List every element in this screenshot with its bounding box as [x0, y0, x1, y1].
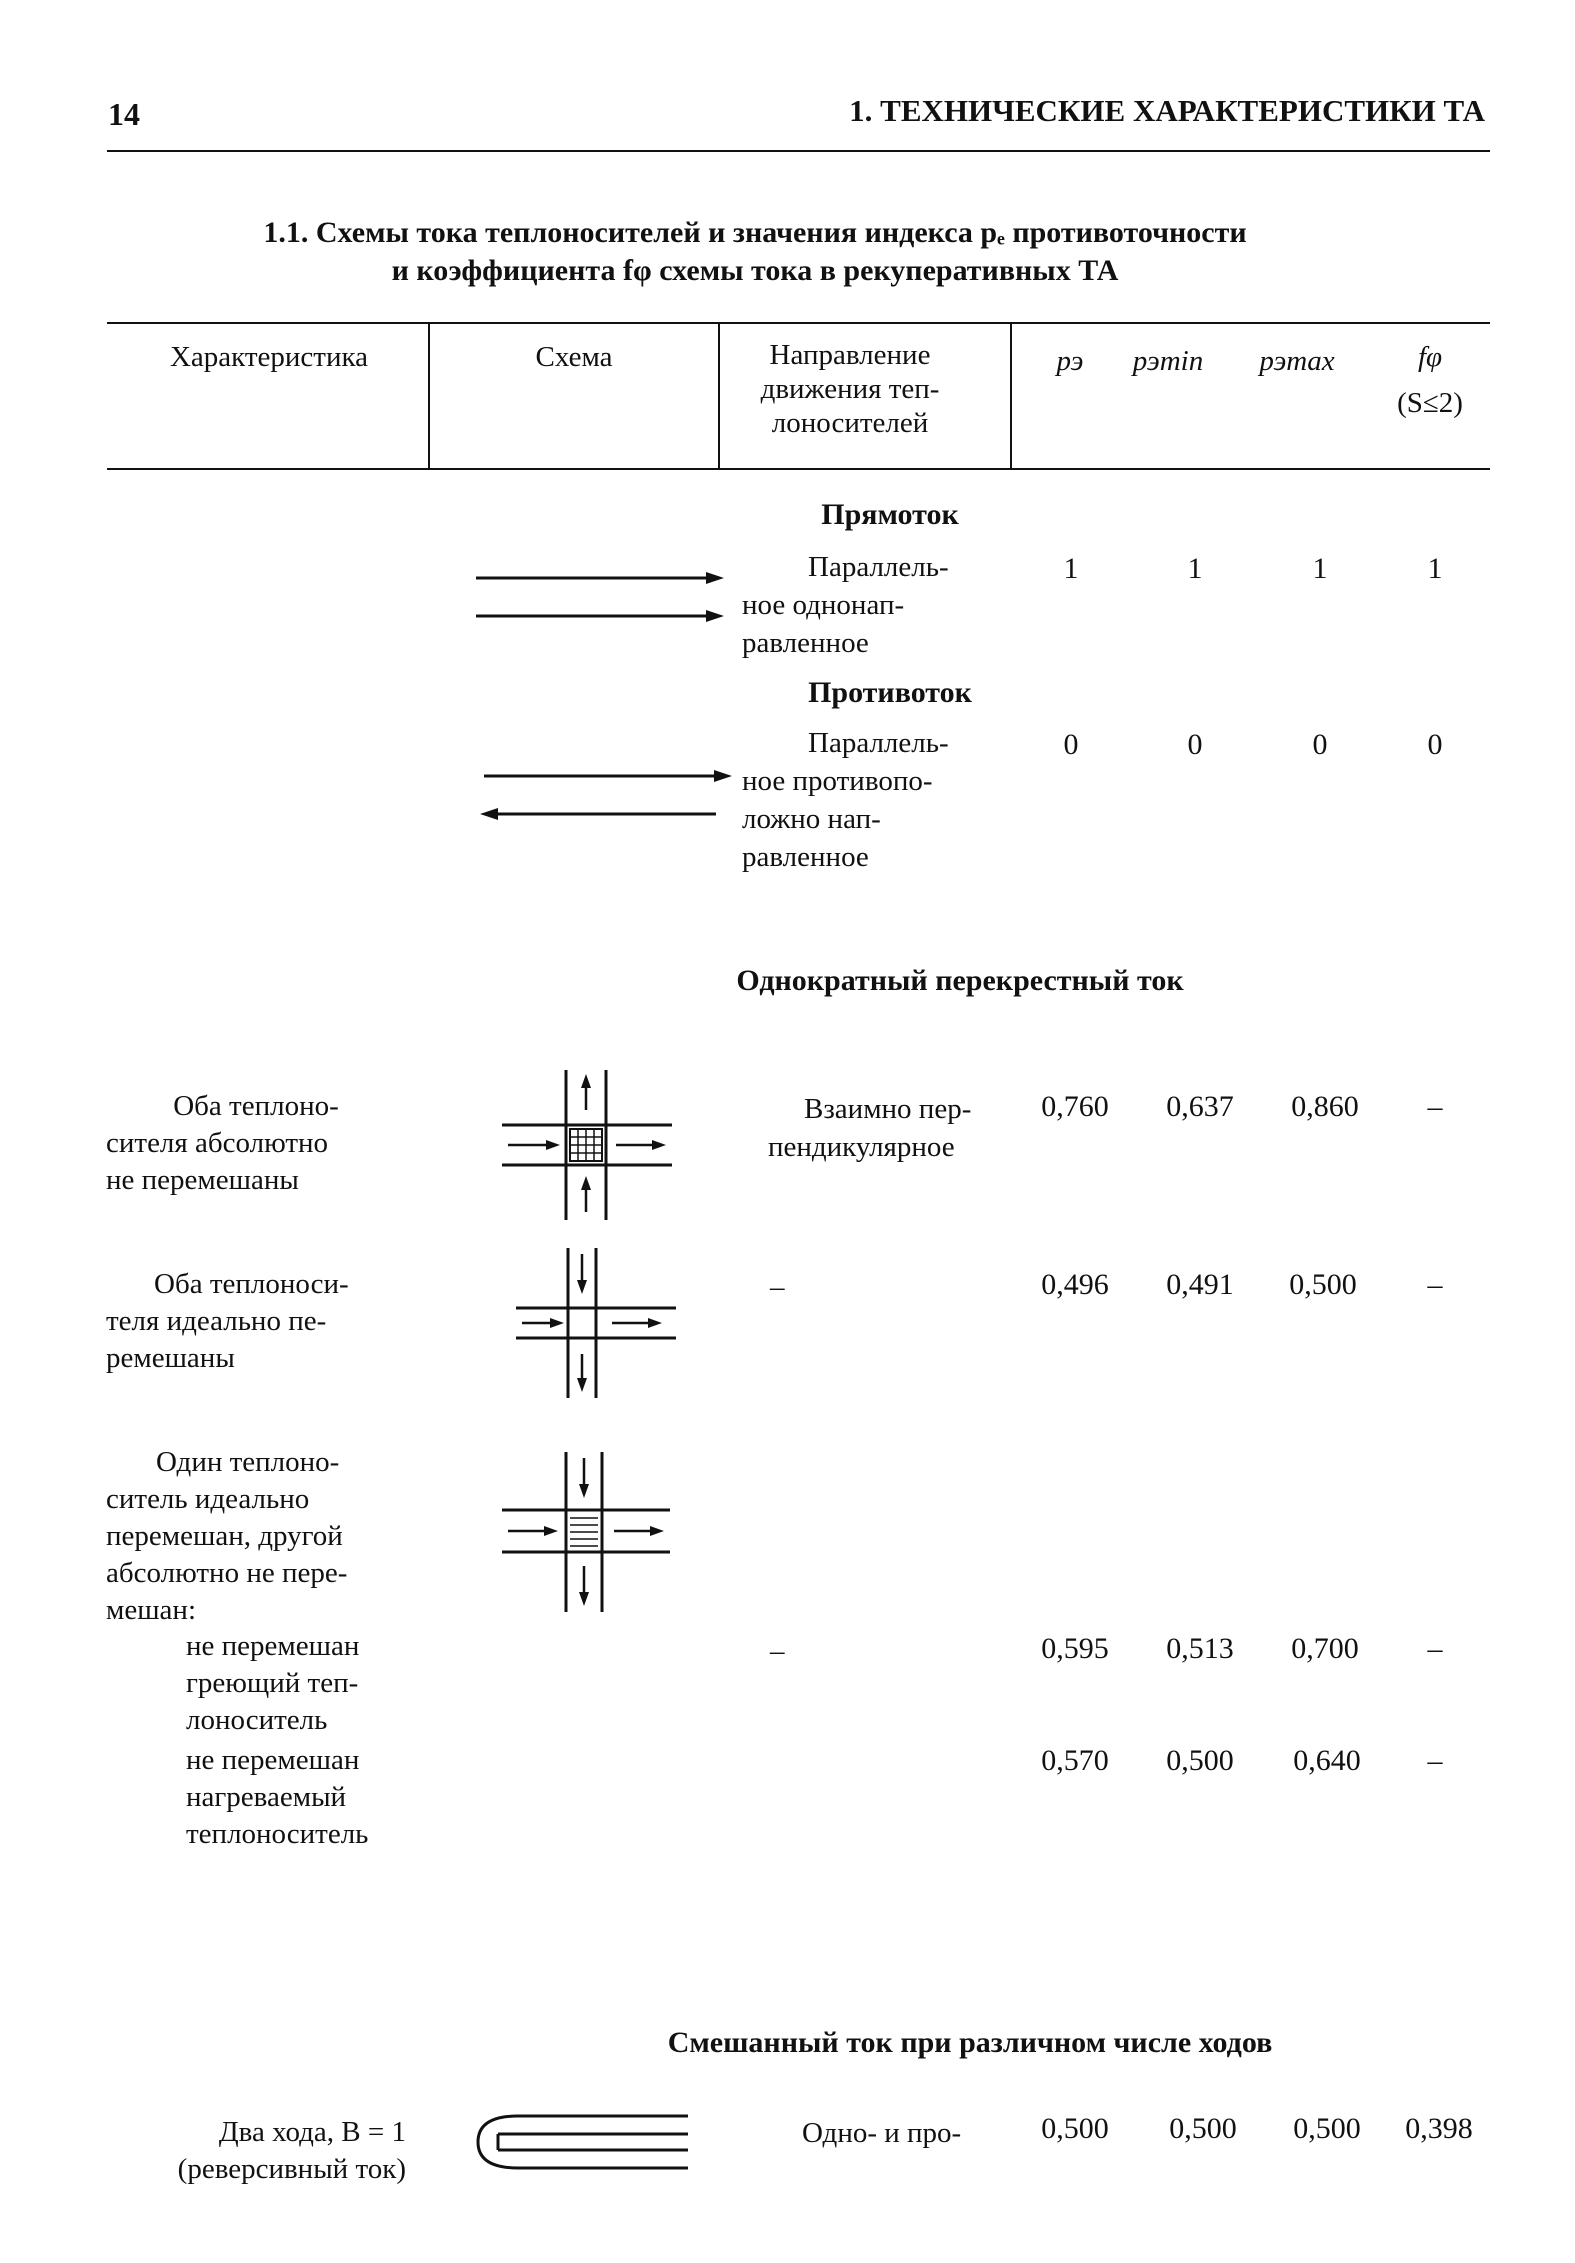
- col-header-pe-min: рэmin: [1132, 345, 1204, 377]
- col-divider-3: [1010, 322, 1012, 468]
- arrow-up-icon: [581, 1074, 591, 1110]
- cross-heating-unmixed-characteristic: не перемешан греющий теп- лоноситель: [186, 1630, 360, 1736]
- two-pass-characteristic: Два хода, В = 1 (реверсивный ток): [177, 2116, 406, 2185]
- cross-heating-unmixed-f-phi: –: [1427, 1632, 1443, 1665]
- table-head-rule: [107, 468, 1490, 470]
- arrow-down-icon: [577, 1254, 587, 1294]
- cross-unmixed-direction: Взаимно пер- пендикулярное: [768, 1093, 972, 1163]
- section-cross-flow: Однократный перекрестный ток: [736, 964, 1184, 997]
- cross-heating-unmixed-pe-max: 0,700: [1291, 1632, 1359, 1665]
- cross-mixed-pe-max: 0,500: [1289, 1268, 1357, 1301]
- arrow-right-icon: [508, 1140, 560, 1150]
- arrow-down-icon: [579, 1566, 589, 1606]
- table-top-rule: [107, 322, 1490, 324]
- arrow-down-icon: [577, 1354, 587, 1392]
- arrow-right-icon: [522, 1318, 564, 1328]
- col-header-direction: Направление движения теп- лоносителей: [760, 339, 940, 439]
- u-turn-scheme-icon: [468, 2110, 698, 2180]
- parallel-direction: Параллель- ное однонап- равленное: [742, 551, 949, 659]
- arrow-up-icon: [581, 1176, 591, 1212]
- two-pass-pe-min: 0,500: [1169, 2112, 1237, 2145]
- cross-mixed-pe: 0,496: [1041, 1268, 1109, 1301]
- arrow-right-icon: [508, 1526, 558, 1536]
- arrow-right-icon: [484, 770, 732, 782]
- cross-heated-unmixed-f-phi: –: [1427, 1744, 1443, 1777]
- col-divider-2: [718, 322, 720, 468]
- col-header-scheme: Схема: [535, 341, 613, 373]
- parallel-f-phi: 1: [1427, 552, 1443, 585]
- cross-unmixed-characteristic: Оба теплоно- сителя абсолютно не перемешаны: [106, 1090, 339, 1196]
- parallel-flow-scheme: [470, 570, 730, 630]
- two-pass-pe-max: 0,500: [1293, 2112, 1361, 2145]
- crossflow-scheme-icon: [502, 1070, 682, 1220]
- cross-mixed-characteristic: Оба теплоноси- теля идеально пе- ремешаны: [106, 1268, 349, 1374]
- table-title-line2: и коэффициента fφ схемы тока в рекуперативных ТА: [391, 254, 1119, 287]
- crossflow-scheme-icon: [516, 1248, 686, 1398]
- col-header-characteristic: Характеристика: [169, 341, 369, 373]
- counter-pe-max: 0: [1312, 728, 1328, 761]
- two-pass-f-phi: 0,398: [1405, 2112, 1473, 2145]
- arrow-right-icon: [614, 1526, 664, 1536]
- section-parallel-flow: Прямоток: [821, 498, 959, 531]
- col-header-f-phi-cond: (S≤2): [1397, 387, 1463, 419]
- cross-unmixed-f-phi: –: [1427, 1090, 1443, 1123]
- cross-one-mixed-characteristic: Один теплоно- ситель идеально перемешан, другой абсолютно не пере- мешан:: [106, 1446, 348, 1626]
- cross-heated-unmixed-pe: 0,570: [1041, 1744, 1109, 1777]
- section-mixed-flow: Смешанный ток при различном числе ходов: [667, 2026, 1273, 2059]
- arrow-right-icon: [612, 1318, 662, 1328]
- parallel-pe: 1: [1063, 552, 1079, 585]
- two-pass-pe: 0,500: [1041, 2112, 1109, 2145]
- crossflow-scheme-icon: [502, 1452, 682, 1612]
- cross-unmixed-pe-max: 0,860: [1291, 1090, 1359, 1123]
- counter-pe-min: 0: [1187, 728, 1203, 761]
- parallel-pe-min: 1: [1187, 552, 1203, 585]
- header-rule: [107, 150, 1490, 152]
- cross-mixed-pe-min: 0,491: [1166, 1268, 1234, 1301]
- cross-heating-unmixed-pe: 0,595: [1041, 1632, 1109, 1665]
- cross-mixed-direction: –: [770, 1271, 785, 1303]
- col-header-f-phi: fφ: [1417, 341, 1443, 373]
- page-number: 14: [108, 96, 140, 132]
- parallel-pe-max: 1: [1312, 552, 1328, 585]
- cross-heated-unmixed-pe-min: 0,500: [1166, 1744, 1234, 1777]
- col-header-pe-max: рэmax: [1259, 345, 1335, 377]
- cross-unmixed-pe-min: 0,637: [1166, 1090, 1234, 1123]
- arrow-right-icon: [616, 1140, 666, 1150]
- cross-heating-unmixed-pe-min: 0,513: [1166, 1632, 1234, 1665]
- running-head: 1. ТЕХНИЧЕСКИЕ ХАРАКТЕРИСТИКИ ТА: [849, 93, 1485, 128]
- section-counter-flow: Противоток: [808, 676, 972, 709]
- two-pass-direction: Одно- и про-: [802, 2117, 962, 2149]
- col-header-pe: рэ: [1056, 345, 1084, 377]
- arrow-left-icon: [480, 808, 716, 820]
- counter-f-phi: 0: [1427, 728, 1443, 761]
- table-title-line1: 1.1. Схемы тока теплоносителей и значения индекса рₑ противоточности: [263, 216, 1247, 249]
- cross-heated-unmixed-characteristic: не перемешан нагреваемый теплоноситель: [186, 1744, 369, 1850]
- cross-unmixed-pe: 0,760: [1041, 1090, 1109, 1123]
- counter-flow-scheme: [478, 768, 738, 828]
- arrow-right-icon: [476, 610, 724, 622]
- counter-pe: 0: [1063, 728, 1079, 761]
- cross-heated-unmixed-pe-max: 0,640: [1293, 1744, 1361, 1777]
- cross-mixed-f-phi: –: [1427, 1268, 1443, 1301]
- cross-heating-unmixed-direction: –: [770, 1635, 785, 1667]
- arrow-right-icon: [476, 572, 724, 584]
- arrow-down-icon: [579, 1458, 589, 1498]
- counter-direction: Параллель- ное противопо- ложно нап- равленное: [742, 727, 949, 873]
